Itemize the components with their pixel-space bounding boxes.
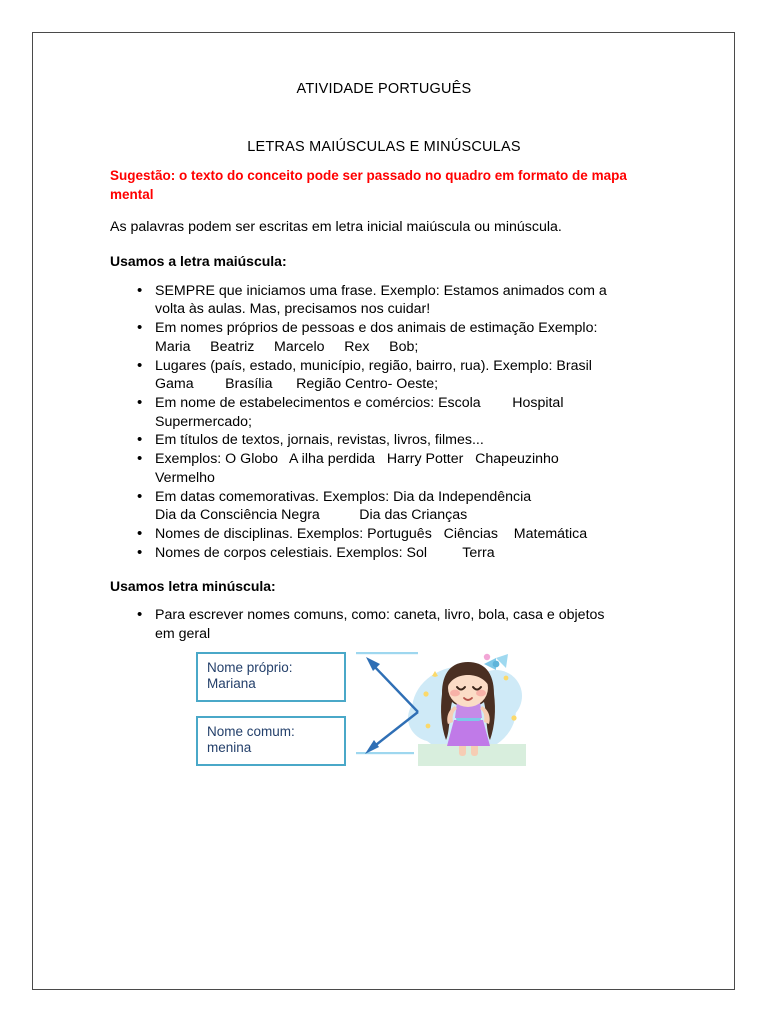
list-item xyxy=(110,606,658,643)
list-item-line: • Em nome de estabelecimentos e comércios: Escola Hospital xyxy=(155,395,564,412)
list-item xyxy=(110,488,658,525)
proper-noun-label: Nome próprio: xyxy=(207,660,293,675)
common-noun-box xyxy=(196,716,346,766)
list-item-line: Supermercado; xyxy=(155,413,252,430)
list-item-line: • Nomes de corpos celestiais. Exemplos: Sol Terra xyxy=(155,544,495,561)
common-noun-value: menina xyxy=(207,740,252,756)
section-heading-lowercase: Usamos letra minúscula: xyxy=(110,577,276,594)
document-content xyxy=(110,80,658,657)
list-item xyxy=(110,394,658,431)
list-item xyxy=(110,450,658,487)
section-heading-uppercase: Usamos a letra maiúscula: xyxy=(110,253,287,270)
common-noun-label: Nome comum: xyxy=(207,724,295,739)
page-title: ATIVIDADE PORTUGUÊS xyxy=(296,81,472,97)
list-item xyxy=(110,282,658,319)
list-item-line: Dia da Consciência Negra Dia das Crianças xyxy=(155,507,468,524)
list-item xyxy=(110,431,658,450)
list-item-line: • Para escrever nomes comuns, como: caneta, livro, bola, casa e objetos xyxy=(155,606,605,623)
proper-noun-value: Mariana xyxy=(207,676,256,692)
list-item-line: Maria Beatriz Marcelo Rex Bob; xyxy=(155,338,419,355)
proper-noun-box xyxy=(196,652,346,702)
bottom-rule xyxy=(356,752,414,754)
list-item-line: • Lugares (país, estado, município, região, bairro, rua). Exemplo: Brasil xyxy=(155,357,592,374)
list-item-line: Gama Brasília Região Centro- Oeste; xyxy=(155,376,439,393)
list-item xyxy=(110,544,658,563)
list-item-line: • Em datas comemorativas. Exemplos: Dia da Independência xyxy=(155,488,532,505)
list-item-line: • Em títulos de textos, jornais, revistas, livros, filmes... xyxy=(155,432,484,449)
illustration-svg xyxy=(356,648,526,766)
intro-paragraph: As palavras podem ser escritas em letra inicial maiúscula ou minúscula. xyxy=(110,218,562,235)
list-item-line: • SEMPRE que iniciamos uma frase. Exemplo: Estamos animados com a xyxy=(155,282,607,299)
list-item-line: em geral xyxy=(155,625,211,642)
list-item-line: • Em nomes próprios de pessoas e dos animais de estimação Exemplo: xyxy=(155,320,598,337)
list-item-line: Vermelho xyxy=(155,469,215,486)
lowercase-rules-list xyxy=(110,606,658,643)
list-item xyxy=(110,525,658,544)
list-item-line: volta às aulas. Mas, precisamos nos cuidar! xyxy=(155,301,431,318)
cartoon-girl-illustration xyxy=(356,648,526,766)
suggestion-note: Sugestão: o texto do conceito pode ser passado no quadro em formato de mapa mental xyxy=(110,168,627,202)
document-subtitle: LETRAS MAIÚSCULAS E MINÚSCULAS xyxy=(247,139,521,156)
noun-example-figure xyxy=(196,652,526,770)
top-rule xyxy=(356,652,418,654)
list-item-line: • Nomes de disciplinas. Exemplos: Português Ciências Matemática xyxy=(155,526,588,543)
list-item xyxy=(110,319,658,356)
uppercase-rules-list xyxy=(110,282,658,563)
list-item xyxy=(110,357,658,394)
list-item-line: • Exemplos: O Globo A ilha perdida Harry Potter Chapeuzinho xyxy=(155,451,559,468)
